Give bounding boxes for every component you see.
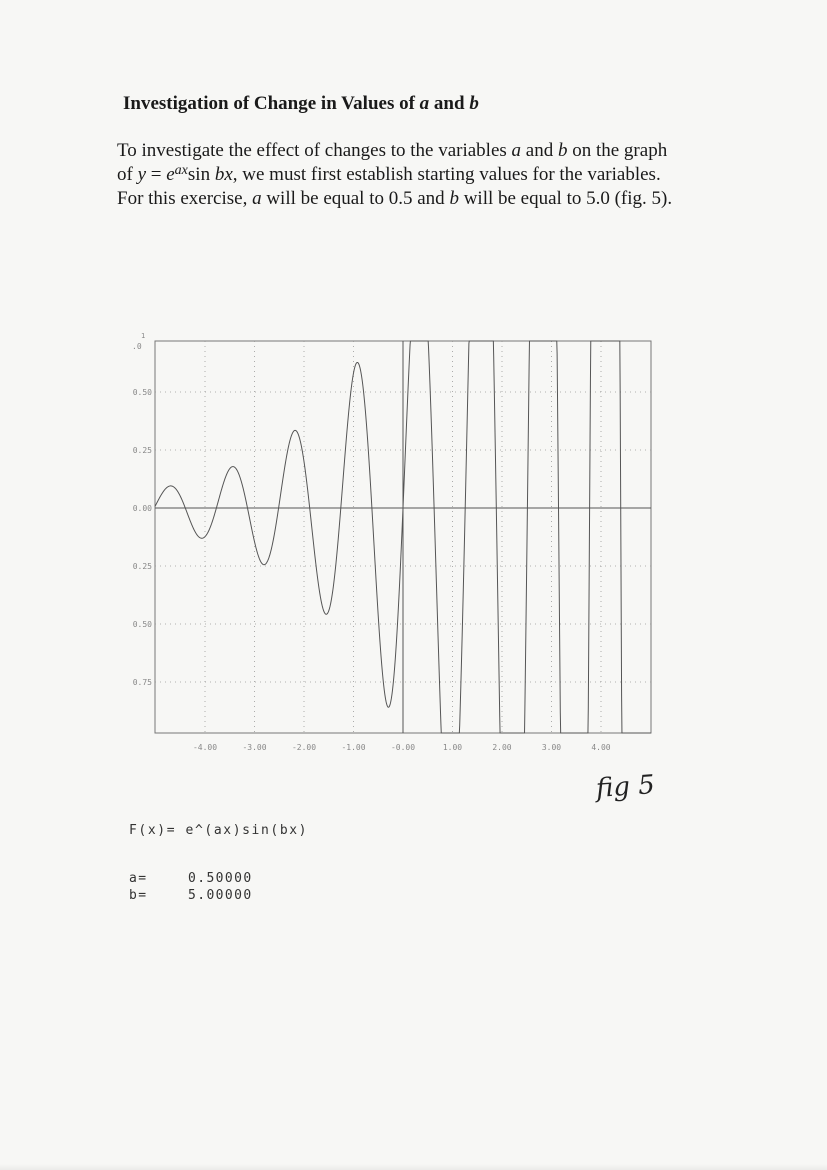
heading-text: Investigation of Change in Values of	[123, 93, 420, 114]
param-row: b= 5.00000	[129, 888, 253, 903]
intro-line-1: To investigate the effect of changes to the variables a and b on the graph	[117, 140, 668, 161]
heading-var-b: b	[469, 93, 479, 114]
intro-line-2: of $y = e^{ax}\sin$ bx, we must first establish starting values for the variables.	[117, 163, 661, 185]
y-tick-label: 0.50	[132, 620, 152, 629]
x-tick-label: -0.00	[390, 743, 416, 752]
y-tick-label: 0.25	[132, 446, 152, 455]
axes	[155, 341, 651, 733]
x-tick-label: 2.00	[492, 743, 512, 752]
x-tick-label: 3.00	[541, 743, 562, 752]
plot-frame	[155, 341, 651, 733]
x-tick-label: -1.00	[341, 743, 366, 752]
y-tick-label: 0.25	[132, 562, 152, 571]
x-tick-label: 1.00	[442, 743, 463, 752]
heading-var-a: a	[419, 93, 430, 114]
x-tick-label: -2.00	[291, 743, 317, 752]
function-definition: F(x)= e^(ax)sin(bx)	[129, 823, 309, 838]
parameter-list	[129, 870, 253, 904]
y-tick-label: 0.75	[132, 678, 152, 687]
function-curve	[155, 341, 651, 733]
page-heading	[123, 93, 479, 115]
y-tick-labels	[133, 388, 152, 687]
x-tick-labels	[193, 743, 611, 752]
param-row: a= 0.50000	[129, 871, 253, 886]
grid-lines	[155, 341, 651, 733]
intro-paragraph	[117, 139, 717, 211]
page-edge-shadow	[0, 1164, 827, 1170]
y-tick-label: 0.50	[132, 388, 152, 397]
intro-line-3: For this exercise, a will be equal to 0.5 and b will be equal to 5.0 (fig. 5).	[117, 188, 673, 209]
figure-label: fig 5	[595, 769, 656, 805]
y-tick-label: 0.00	[132, 504, 152, 513]
heading-and: and	[429, 93, 470, 114]
x-tick-label: -4.00	[192, 743, 218, 752]
y-top-exponent: 1	[141, 332, 146, 340]
x-tick-label: 4.00	[591, 743, 611, 752]
y-top-label: .0	[132, 342, 142, 351]
x-tick-label: -3.00	[242, 743, 267, 752]
